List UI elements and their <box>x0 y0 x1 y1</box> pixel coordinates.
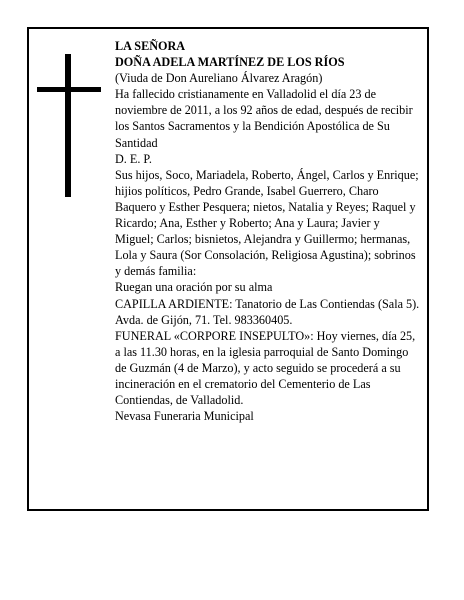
prayer-request: Ruegan una oración por su alma <box>115 280 273 295</box>
cross-vertical-bar <box>65 54 71 197</box>
chapel-info: CAPILLA ARDIENTE: Tanatorio de Las Contiendas (Sala 5). Avda. de Gijón, 71. Tel. 983360405. <box>115 296 420 327</box>
dep-line: D. E. P. <box>115 151 152 166</box>
funeral-home: Nevasa Funeraria Municipal <box>115 409 254 424</box>
cross-icon <box>37 54 101 197</box>
title-line: LA SEÑORA <box>115 39 186 53</box>
cross-horizontal-bar <box>37 87 101 92</box>
obituary-text <box>115 38 420 424</box>
widow-line: (Viuda de Don Aureliano Álvarez Aragón) <box>115 71 323 86</box>
deceased-name: DOÑA ADELA MARTÍNEZ DE LOS RÍOS <box>115 55 345 70</box>
family-list: Sus hijos, Soco, Mariadela, Roberto, Ángel, Carlos y Enrique; hijios políticos, Pedro Grande, Isabel Guerrero, Charo Baquero y Esther Pesquera; nietos, Natalia y Reyes; Raquel y Ricardo; Ana, Esther y Roberto; Ana y Laura; Javier y Miguel; Carlos; bisnietos, Alejandra y Guillermo; hermanas, Lola y Saura (Sor Consolación, Religiosa Agustina); sobrinos y demás familia: <box>115 167 419 279</box>
funeral-info: FUNERAL «CORPORE INSEPULTO»: Hoy viernes, día 25, a las 11.30 horas, en la iglesia parroquial de Santo Domingo de Guzmán (4 de Marzo), y acto seguido se procederá a su incineración en el crematorio del Cementerio de Las Contiendas, de Valladolid. <box>115 328 416 408</box>
death-announcement: Ha fallecido cristianamente en Valladolid el día 23 de noviembre de 2011, a los 92 años de edad, después de recibir los Santos Sacramentos y la Bendición Apostólica de Su Santidad <box>115 87 413 150</box>
